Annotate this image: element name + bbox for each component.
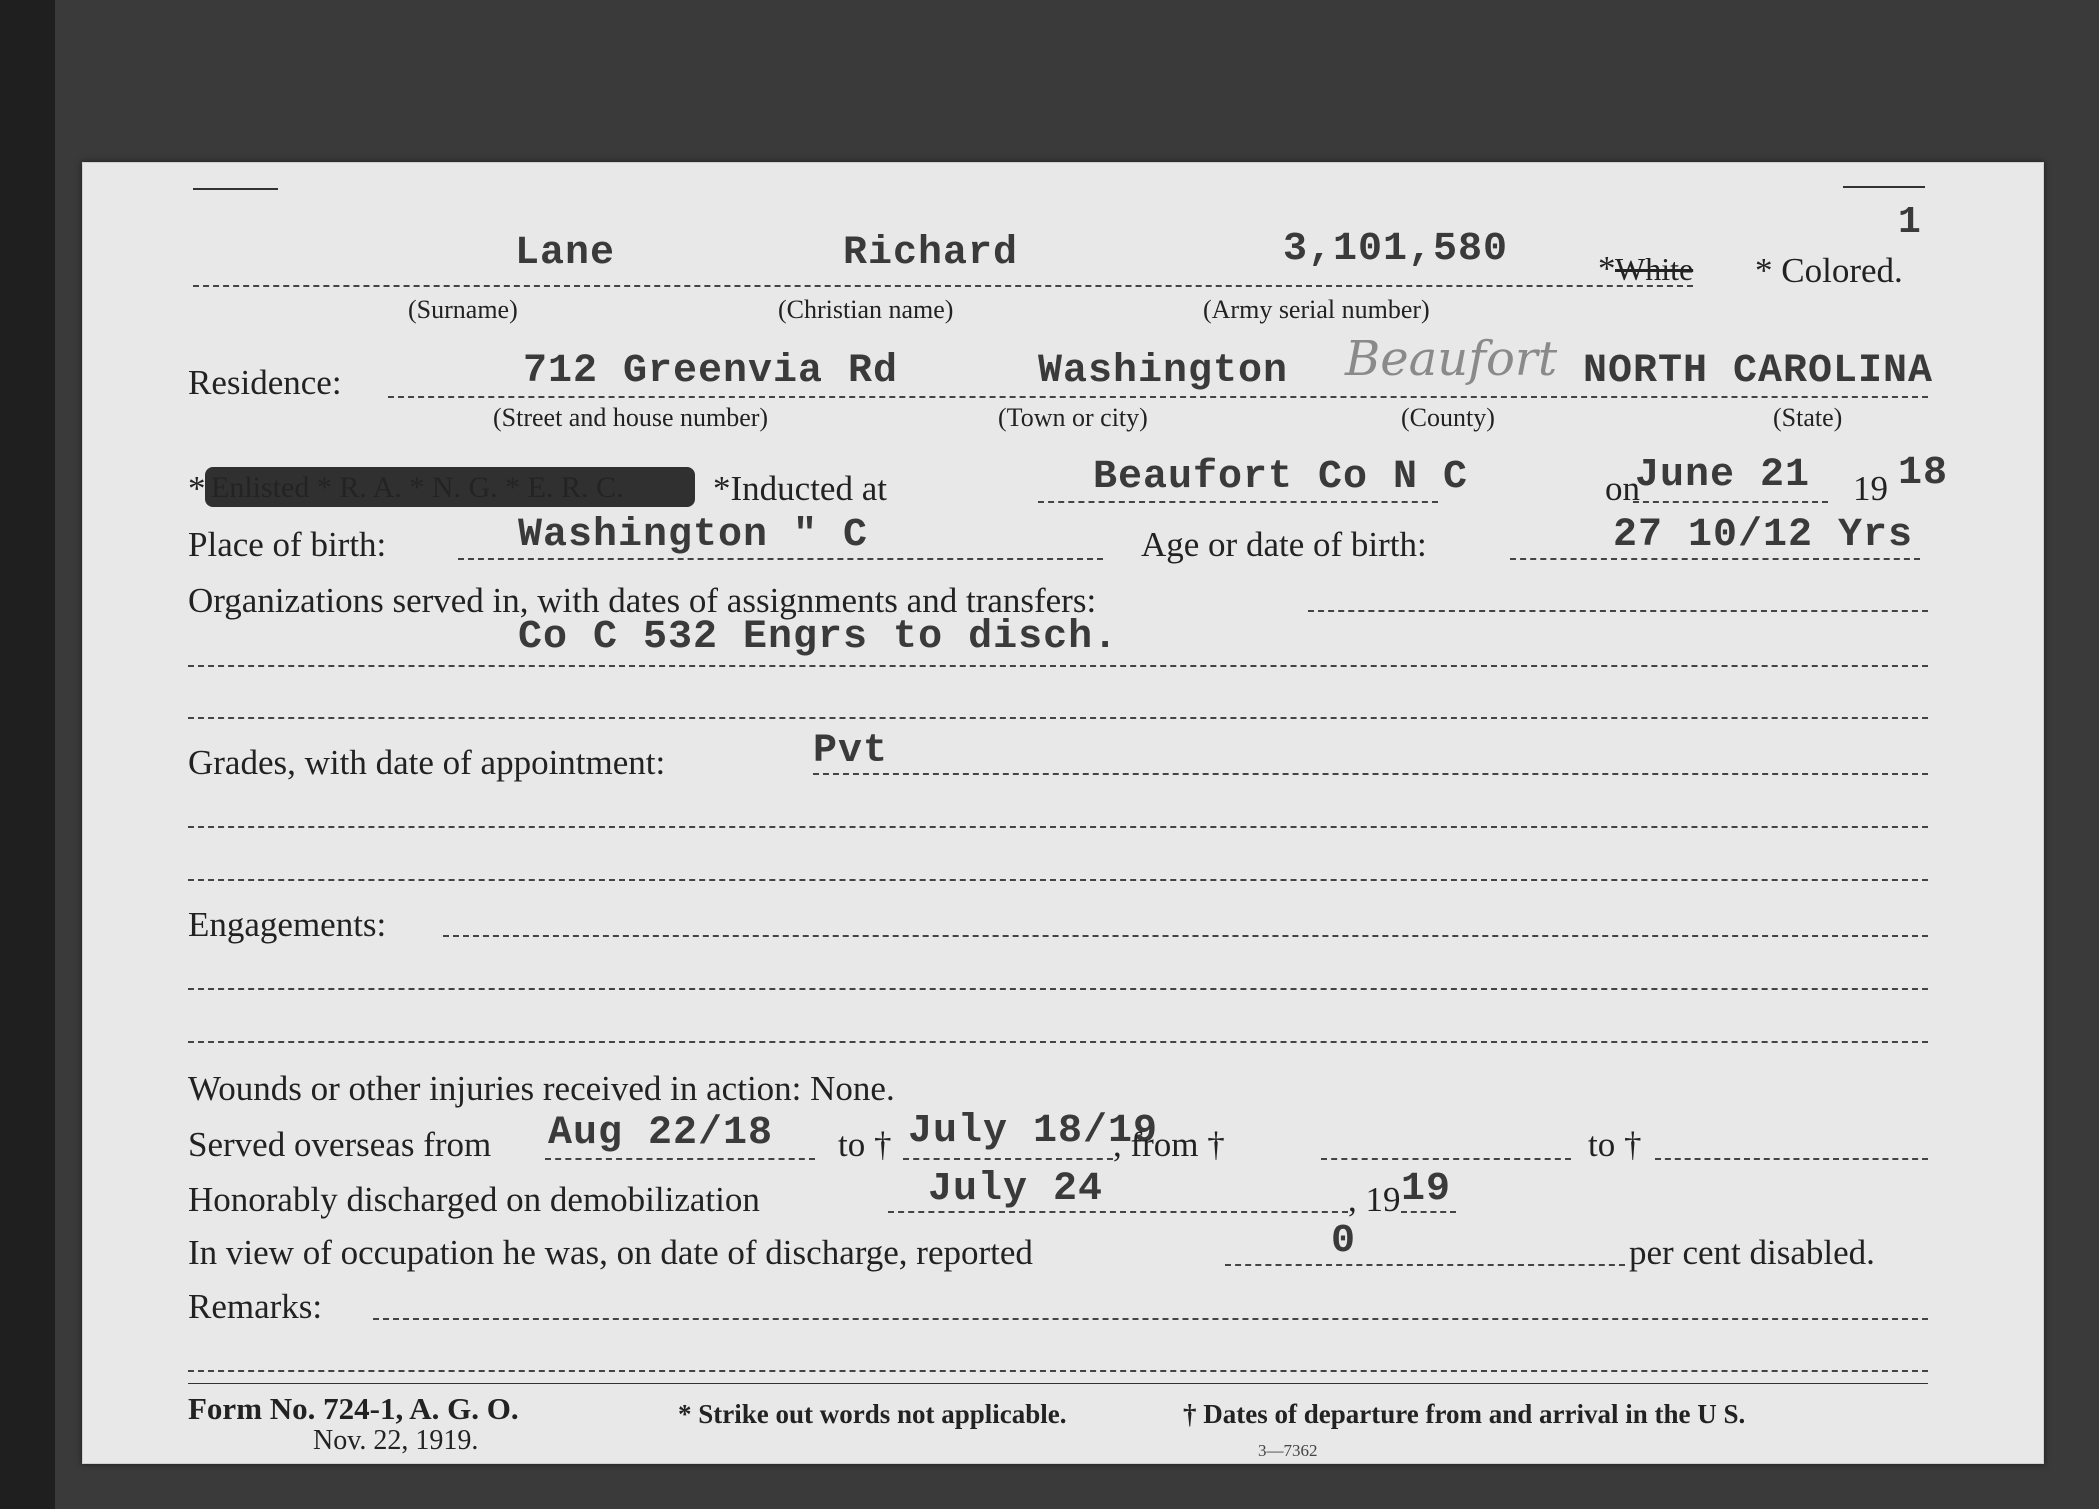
overseas-to-line-2 [1655,1158,1928,1160]
grades-line-2 [188,826,1928,828]
grades-label: Grades, with date of appointment: [188,743,666,782]
enlisted-redaction [205,467,695,507]
grades-line-1 [813,773,1928,775]
remarks-line-2 [188,1370,1928,1372]
print-code: 3—7362 [1258,1441,1318,1460]
discharge-line [888,1211,1348,1213]
remarks-line-1 [373,1318,1928,1320]
caption-surname: (Surname) [408,295,518,324]
serial-number-value: 3,101,580 [1283,227,1509,272]
overseas-from-line-2 [1321,1158,1571,1160]
inducted-line [1038,501,1438,503]
christian-name-value: Richard [843,231,1019,276]
engagements-label: Engagements: [188,905,387,944]
orgs-value: Co C 532 Engrs to disch. [518,615,1119,660]
birthplace-value: Washington " C [518,513,869,558]
overseas-to: July 18/19 [908,1109,1159,1154]
inducted-date-line [1633,501,1828,503]
disabled-line [1225,1264,1625,1266]
birthplace-line [458,558,1103,560]
footer-rule [188,1383,1928,1384]
form-number: Form No. 724-1, A. G. O. [188,1391,519,1426]
enlisted-asterisk: * [188,469,206,508]
disabled-suffix: per cent disabled. [1629,1233,1875,1272]
inducted-year-prefix: 19 [1853,469,1888,508]
birthplace-label: Place of birth: [188,525,387,564]
discharge-year-prefix: , 19 [1348,1180,1401,1219]
discharge-year-line [1401,1211,1456,1213]
street-value: 712 Greenvia Rd [523,349,899,394]
remarks-label: Remarks: [188,1287,323,1326]
state-value: NORTH CAROLINA [1583,349,1934,394]
footnote-strike: * Strike out words not applicable. [678,1399,1067,1429]
race-colored: * Colored. [1755,251,1903,290]
overseas-to-label-2: to † [1588,1125,1642,1164]
wounds-label: Wounds or other injuries received in action: None. [188,1069,895,1108]
inducted-place: Beaufort Co N C [1093,455,1469,500]
grades-line-3 [188,879,1928,881]
overseas-label: Served overseas from [188,1125,492,1164]
discharge-year: 19 [1401,1167,1452,1212]
form-date: Nov. 22, 1919. [313,1425,479,1456]
age-line [1510,558,1920,560]
service-record-card [82,162,2044,1464]
engagements-line-3 [188,1041,1928,1043]
orgs-line-1 [1308,610,1928,612]
footnote-dates: † Dates of departure from and arrival in the U S. [1183,1399,1746,1429]
caption-serial: (Army serial number) [1203,295,1430,324]
engagements-line-2 [188,988,1928,990]
caption-county: (County) [1401,403,1495,432]
grade-value: Pvt [813,729,889,774]
scanner-edge [0,0,55,1509]
overseas-to-line [903,1158,1113,1160]
orgs-label: Organizations served in, with dates of assignments and transfers: [188,581,1097,620]
town-value: Washington [1038,349,1289,394]
orgs-line-2 [188,665,1928,667]
card-number: 1 [1898,201,1922,244]
race-white: White [1615,251,1694,287]
engagements-line-1 [443,935,1928,937]
caption-town: (Town or city) [998,403,1148,432]
county-value: Beaufort [1345,331,1558,387]
residence-line [388,396,1928,398]
overseas-from-line [545,1158,815,1160]
race-asterisk: * [1598,249,1616,288]
caption-christian: (Christian name) [778,295,954,324]
caption-state: (State) [1773,403,1843,432]
on-label: on [1605,469,1640,508]
inducted-label: *Inducted at [713,469,887,508]
overseas-to-label: to † [838,1125,892,1164]
overseas-from-label-2: , from † [1113,1125,1225,1164]
inducted-year: 18 [1898,451,1949,496]
age-label: Age or date of birth: [1141,525,1427,564]
surname-value: Lane [515,231,616,276]
top-left-rule [193,188,278,190]
disabled-value: 0 [1331,1219,1357,1264]
name-line [193,285,1693,287]
top-right-rule [1843,186,1925,188]
residence-label: Residence: [188,363,342,402]
orgs-line-3 [188,717,1928,719]
age-value: 27 10/12 Yrs [1613,513,1914,558]
discharge-date: July 24 [928,1167,1104,1212]
discharged-label: Honorably discharged on demobilization [188,1180,760,1219]
caption-street: (Street and house number) [493,403,769,432]
overseas-from: Aug 22/18 [548,1111,774,1156]
inducted-date: June 21 [1635,453,1811,498]
disabled-label: In view of occupation he was, on date of discharge, reported [188,1233,1033,1272]
